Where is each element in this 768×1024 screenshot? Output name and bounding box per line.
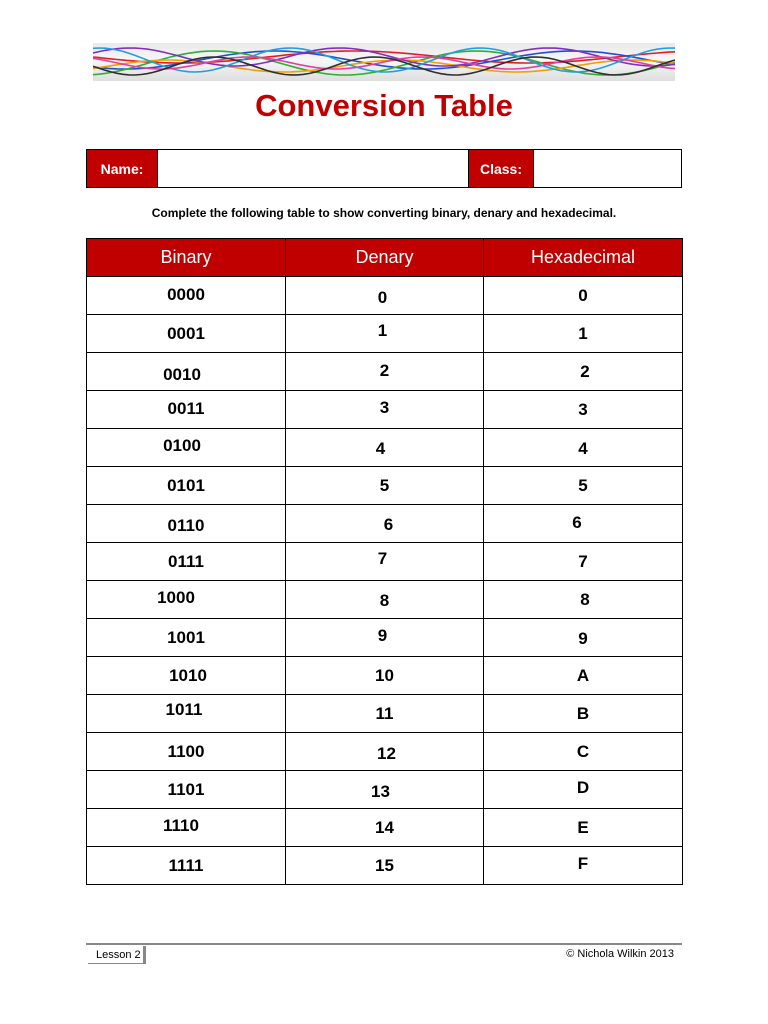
binary-cell-value: 1101 <box>167 779 205 799</box>
binary-cell <box>87 619 286 657</box>
banner-wave-graphic <box>93 43 675 81</box>
denary-cell-value: 3 <box>379 397 390 417</box>
table-row <box>87 847 683 885</box>
denary-cell-value: 13 <box>371 781 390 801</box>
table-row <box>87 467 683 505</box>
hexadecimal-cell-value: 4 <box>578 438 588 458</box>
hexadecimal-cell-value: 9 <box>578 628 588 648</box>
binary-cell-value: 0011 <box>167 398 205 418</box>
denary-cell <box>286 733 484 771</box>
hexadecimal-cell-value: 1 <box>578 323 588 343</box>
lesson-label: Lesson 2 <box>88 946 146 964</box>
hexadecimal-cell <box>484 277 683 315</box>
binary-cell <box>87 543 286 581</box>
denary-cell <box>286 847 484 885</box>
binary-cell <box>87 391 286 429</box>
denary-cell-value: 6 <box>383 514 394 534</box>
hexadecimal-cell-value: D <box>576 777 590 797</box>
binary-cell-value: 0010 <box>163 364 201 384</box>
hexadecimal-cell-value: A <box>576 665 590 685</box>
binary-cell-value: 0100 <box>163 435 201 455</box>
denary-cell-value: 4 <box>375 438 386 458</box>
name-label: Name: <box>87 150 158 187</box>
denary-cell <box>286 277 484 315</box>
denary-cell-value: 15 <box>375 855 394 875</box>
binary-cell <box>87 429 286 467</box>
binary-cell <box>87 581 286 619</box>
name-field[interactable] <box>158 150 469 187</box>
hexadecimal-cell <box>484 429 683 467</box>
binary-cell <box>87 353 286 391</box>
hexadecimal-cell <box>484 543 683 581</box>
denary-cell-value: 2 <box>379 360 390 380</box>
denary-cell <box>286 543 484 581</box>
binary-cell <box>87 695 286 733</box>
table-row <box>87 581 683 619</box>
copyright-text: © Nichola Wilkin 2013 <box>566 948 674 960</box>
denary-cell-value: 10 <box>375 665 394 685</box>
hexadecimal-cell <box>484 771 683 809</box>
denary-cell-value: 0 <box>377 287 388 307</box>
binary-cell <box>87 657 286 695</box>
binary-cell <box>87 809 286 847</box>
denary-cell <box>286 429 484 467</box>
hexadecimal-cell <box>484 657 683 695</box>
instructions-text: Complete the following table to show converting binary, denary and hexadecimal. <box>151 206 617 220</box>
binary-cell-value: 0000 <box>167 284 205 304</box>
hexadecimal-cell <box>484 809 683 847</box>
hexadecimal-cell <box>484 315 683 353</box>
hexadecimal-cell <box>484 353 683 391</box>
denary-cell <box>286 315 484 353</box>
table-row <box>87 315 683 353</box>
hexadecimal-cell-value: B <box>576 703 590 723</box>
table-row <box>87 543 683 581</box>
denary-cell <box>286 695 484 733</box>
table-row <box>87 505 683 543</box>
table-header-row <box>87 239 683 277</box>
binary-cell <box>87 277 286 315</box>
footer-rule <box>86 943 682 945</box>
hexadecimal-cell-value: 3 <box>578 399 588 419</box>
conversion-table <box>86 238 683 885</box>
hexadecimal-cell-value: 7 <box>578 551 588 571</box>
denary-cell-value: 1 <box>377 320 388 340</box>
binary-cell-value: 0001 <box>167 323 205 343</box>
denary-cell <box>286 771 484 809</box>
denary-cell-value: 11 <box>375 703 394 723</box>
binary-cell-value: 1000 <box>157 587 195 607</box>
hexadecimal-cell-value: 8 <box>580 589 590 609</box>
binary-cell-value: 1010 <box>169 665 207 685</box>
table-row <box>87 771 683 809</box>
table-row <box>87 733 683 771</box>
table-row <box>87 619 683 657</box>
hexadecimal-cell <box>484 505 683 543</box>
denary-cell <box>286 353 484 391</box>
binary-cell-value: 1110 <box>163 815 199 835</box>
table-row <box>87 809 683 847</box>
hexadecimal-cell <box>484 695 683 733</box>
binary-cell-value: 1001 <box>167 627 205 647</box>
binary-cell-value: 0110 <box>167 515 205 535</box>
table-row <box>87 657 683 695</box>
binary-cell-value: 0101 <box>167 475 205 495</box>
binary-cell <box>87 847 286 885</box>
hexadecimal-header: Hexadecimal <box>484 239 683 277</box>
info-row <box>86 149 682 188</box>
hexadecimal-cell-value: 0 <box>578 285 588 305</box>
binary-cell <box>87 733 286 771</box>
denary-cell-value: 14 <box>375 817 394 837</box>
denary-cell <box>286 581 484 619</box>
hexadecimal-cell-value: 5 <box>578 475 588 495</box>
denary-cell-value: 12 <box>377 743 396 763</box>
binary-cell-value: 0111 <box>168 551 204 571</box>
binary-cell <box>87 771 286 809</box>
hexadecimal-cell-value: 6 <box>572 512 582 532</box>
denary-cell-value: 7 <box>377 548 388 568</box>
denary-cell <box>286 391 484 429</box>
hexadecimal-cell <box>484 733 683 771</box>
denary-cell-value: 9 <box>377 625 388 645</box>
denary-cell <box>286 619 484 657</box>
hexadecimal-cell-value: F <box>577 853 589 873</box>
hexadecimal-cell <box>484 391 683 429</box>
class-field[interactable] <box>534 150 681 187</box>
denary-cell <box>286 467 484 505</box>
denary-cell <box>286 505 484 543</box>
denary-cell <box>286 657 484 695</box>
binary-cell-value: 1111 <box>168 855 204 875</box>
hexadecimal-cell-value: C <box>576 741 590 761</box>
hexadecimal-cell <box>484 467 683 505</box>
hexadecimal-cell <box>484 847 683 885</box>
binary-cell <box>87 505 286 543</box>
page-title: Conversion Table <box>255 88 513 123</box>
binary-header: Binary <box>87 239 286 277</box>
binary-cell-value: 1100 <box>167 741 205 761</box>
hexadecimal-cell-value: E <box>577 817 589 837</box>
table-row <box>87 353 683 391</box>
binary-cell <box>87 315 286 353</box>
denary-cell-value: 8 <box>379 590 390 610</box>
binary-cell <box>87 467 286 505</box>
class-label: Class: <box>469 150 534 187</box>
denary-header: Denary <box>286 239 484 277</box>
hexadecimal-cell <box>484 619 683 657</box>
header-banner <box>93 43 675 81</box>
binary-cell-value: 1011 <box>165 699 203 719</box>
table-row <box>87 277 683 315</box>
table-row <box>87 391 683 429</box>
table-row <box>87 695 683 733</box>
table-row <box>87 429 683 467</box>
hexadecimal-cell <box>484 581 683 619</box>
denary-cell <box>286 809 484 847</box>
denary-cell-value: 5 <box>379 475 390 495</box>
hexadecimal-cell-value: 2 <box>580 361 590 381</box>
